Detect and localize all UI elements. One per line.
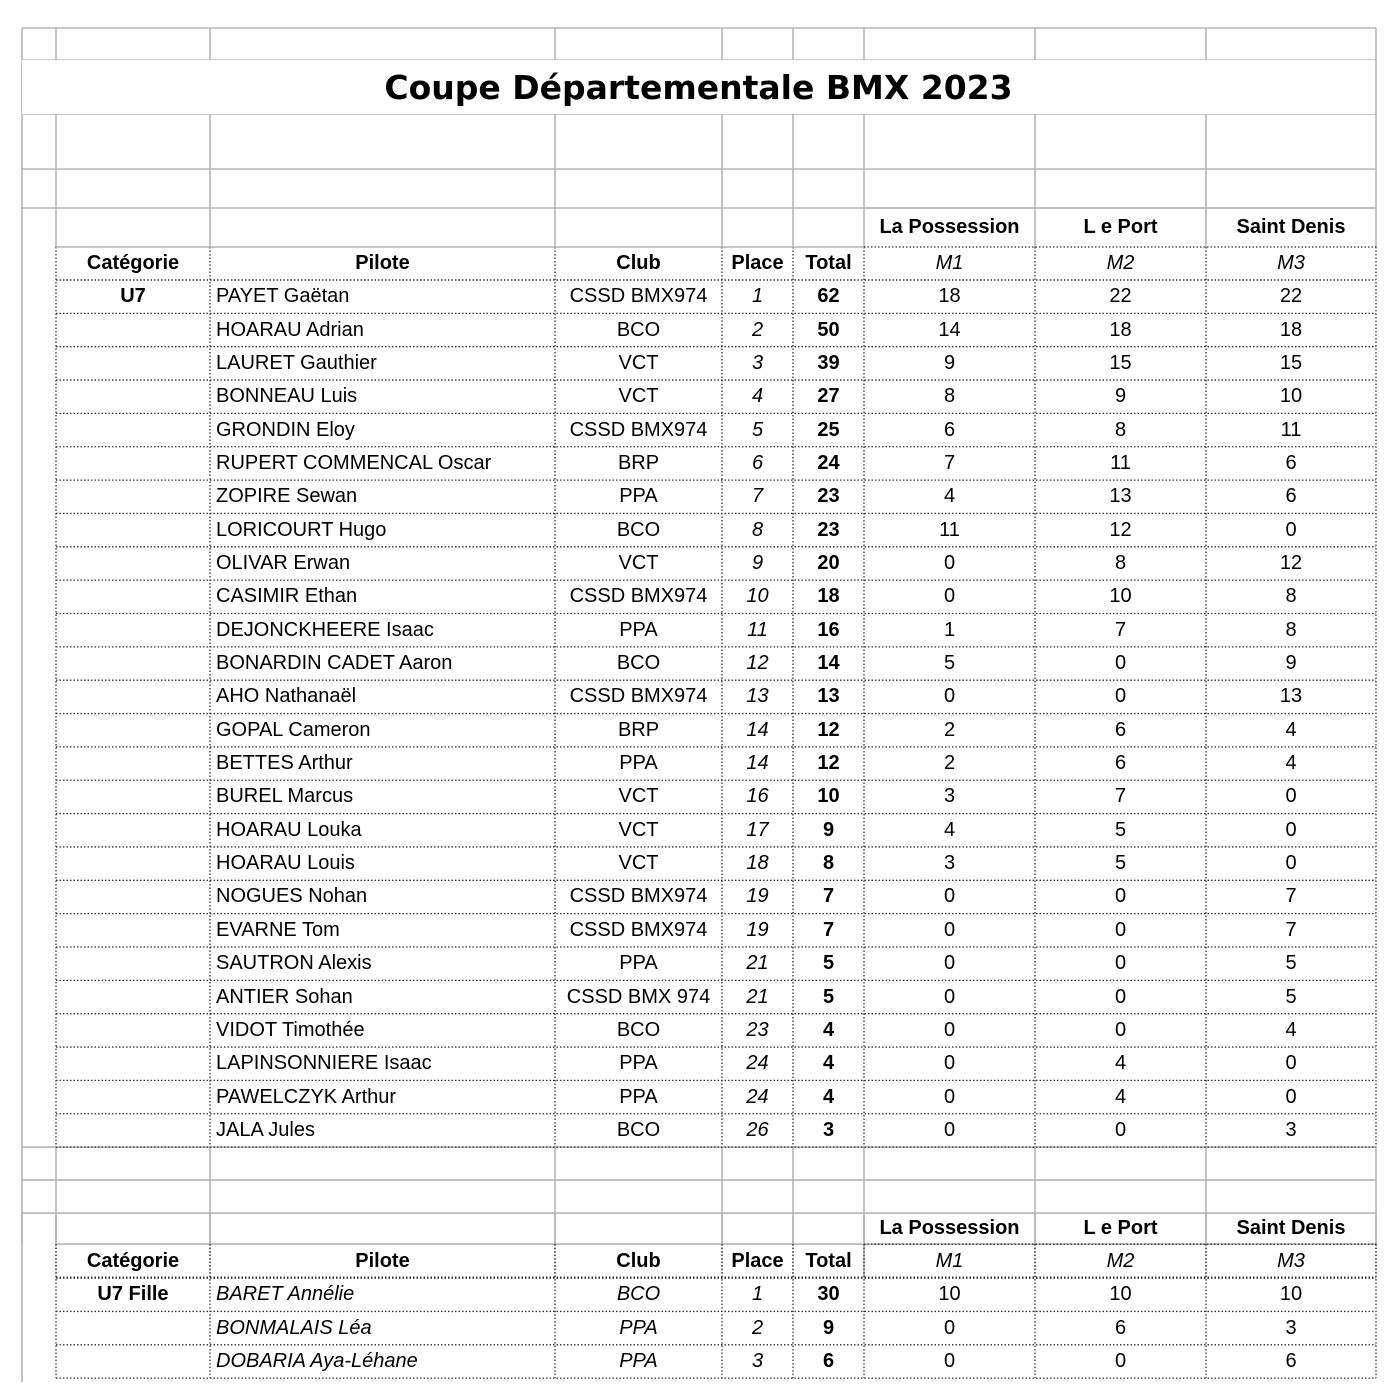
place-value: 23 — [746, 1018, 769, 1041]
pilot-name: LAPINSONNIERE Isaac — [216, 1052, 432, 1075]
score-m3: 18 — [1279, 318, 1303, 341]
score-m2: 5 — [1114, 818, 1127, 841]
score-m1: 0 — [943, 1118, 956, 1141]
club-name: BCO — [616, 1283, 661, 1306]
score-m3: 4 — [1285, 752, 1297, 775]
pilot-name: BETTES Arthur — [216, 752, 353, 775]
score-m3: 6 — [1285, 451, 1297, 474]
score-m2: 0 — [1114, 918, 1127, 941]
club-name: VCT — [618, 385, 659, 408]
place-value: 10 — [746, 585, 769, 608]
score-m2: 0 — [1114, 985, 1127, 1008]
score-m3: 7 — [1285, 918, 1297, 941]
pilot-name: ZOPIRE Sewan — [216, 485, 358, 508]
score-m3: 4 — [1285, 718, 1297, 741]
column-header-manche: M2 — [1106, 252, 1135, 274]
score-m1: 7 — [943, 451, 956, 474]
score-m2: 12 — [1109, 518, 1132, 541]
score-m2: 6 — [1114, 1316, 1127, 1339]
club-name: VCT — [618, 785, 659, 808]
total-value: 24 — [817, 451, 840, 474]
club-name: PPA — [619, 952, 658, 975]
column-header-categorie: Catégorie — [86, 252, 180, 274]
club-name: BRP — [617, 718, 660, 741]
total-value: 39 — [817, 351, 840, 374]
score-m3: 5 — [1285, 952, 1297, 975]
venue-header: L e Port — [1083, 1217, 1158, 1240]
place-value: 7 — [751, 485, 764, 508]
place-value: 12 — [746, 652, 769, 675]
club-name: CSSD BMX974 — [569, 585, 708, 608]
place-value: 14 — [746, 752, 769, 775]
club-name: BRP — [617, 451, 660, 474]
pilot-name: BONARDIN CADET Aaron — [216, 652, 453, 675]
score-m2: 7 — [1114, 785, 1127, 808]
score-m2: 4 — [1114, 1052, 1127, 1075]
club-name: CSSD BMX974 — [569, 885, 708, 908]
place-value: 21 — [746, 985, 769, 1008]
score-m3: 9 — [1285, 652, 1297, 675]
place-value: 19 — [746, 885, 769, 908]
total-value: 9 — [822, 1316, 835, 1339]
total-value: 62 — [817, 285, 840, 308]
pilot-name: HOARAU Louis — [216, 852, 355, 875]
pilot-name: VIDOT Timothée — [216, 1018, 365, 1041]
total-value: 7 — [822, 918, 835, 941]
place-value: 9 — [751, 551, 764, 574]
pilot-name: JALA Jules — [216, 1118, 315, 1141]
pilot-name: LAURET Gauthier — [216, 351, 377, 374]
club-name: CSSD BMX974 — [569, 285, 708, 308]
pilot-name: BUREL Marcus — [216, 785, 354, 808]
score-m3: 3 — [1285, 1118, 1297, 1141]
column-header-total: Total — [805, 252, 852, 274]
venue-header: La Possession — [879, 216, 1020, 238]
total-value: 4 — [822, 1018, 835, 1041]
score-m2: 11 — [1110, 451, 1131, 474]
place-value: 3 — [751, 351, 764, 374]
total-value: 4 — [822, 1052, 835, 1075]
total-value: 5 — [822, 985, 835, 1008]
pilot-name: GRONDIN Eloy — [216, 418, 355, 441]
score-m3: 4 — [1285, 1018, 1297, 1041]
score-m1: 1 — [943, 618, 956, 641]
score-m3: 13 — [1279, 685, 1303, 708]
total-value: 9 — [822, 818, 835, 841]
score-m3: 3 — [1285, 1316, 1297, 1339]
place-value: 24 — [746, 1052, 769, 1075]
club-name: PPA — [619, 618, 658, 641]
pilot-name: HOARAU Louka — [216, 818, 362, 841]
place-value: 19 — [746, 918, 769, 941]
total-value: 7 — [822, 885, 835, 908]
score-m3: 8 — [1285, 618, 1297, 641]
pilot-name: PAYET Gaëtan — [216, 285, 350, 308]
pilot-name: EVARNE Tom — [216, 918, 340, 941]
score-m3: 5 — [1285, 985, 1297, 1008]
club-name: VCT — [618, 852, 659, 875]
score-m2: 0 — [1114, 1118, 1127, 1141]
column-header-place: Place — [731, 252, 784, 274]
club-name: PPA — [619, 1085, 658, 1108]
place-value: 6 — [751, 451, 764, 474]
club-name: BCO — [616, 318, 661, 341]
club-name: CSSD BMX974 — [569, 685, 708, 708]
place-value: 24 — [746, 1085, 769, 1108]
score-m3: 0 — [1285, 785, 1297, 808]
score-m3: 10 — [1279, 1283, 1303, 1306]
total-value: 50 — [817, 318, 840, 341]
score-m1: 0 — [943, 918, 956, 941]
place-value: 1 — [751, 285, 764, 308]
score-m2: 18 — [1109, 318, 1132, 341]
score-m2: 10 — [1109, 1283, 1132, 1306]
column-header-pilote: Pilote — [355, 252, 410, 274]
total-value: 10 — [817, 785, 840, 808]
score-m2: 6 — [1114, 752, 1127, 775]
score-m2: 13 — [1109, 485, 1132, 508]
column-header-manche: M3 — [1277, 1249, 1305, 1272]
score-m2: 0 — [1114, 952, 1127, 975]
pilot-name: ANTIER Sohan — [216, 985, 353, 1008]
total-value: 23 — [817, 485, 840, 508]
score-m2: 15 — [1109, 351, 1132, 374]
pilot-name: HOARAU Adrian — [216, 318, 364, 341]
pilot-name: BONNEAU Luis — [216, 385, 358, 408]
score-m1: 0 — [943, 1349, 956, 1372]
score-m1: 2 — [943, 718, 956, 741]
place-value: 5 — [751, 418, 764, 441]
venue-header: Saint Denis — [1236, 1217, 1346, 1240]
score-m2: 8 — [1114, 418, 1127, 441]
score-m2: 10 — [1109, 585, 1132, 608]
score-m1: 6 — [943, 418, 956, 441]
score-m1: 2 — [943, 752, 956, 775]
score-m1: 18 — [938, 285, 961, 308]
page-title: Coupe Départementale BMX 2023 — [22, 60, 1375, 114]
score-m2: 8 — [1114, 551, 1127, 574]
total-value: 30 — [817, 1283, 840, 1306]
total-value: 13 — [817, 685, 840, 708]
score-m1: 0 — [943, 1052, 956, 1075]
column-header-club: Club — [616, 1249, 661, 1272]
score-m1: 3 — [943, 852, 956, 875]
club-name: BCO — [616, 1118, 661, 1141]
total-value: 5 — [822, 952, 835, 975]
total-value: 25 — [817, 418, 840, 441]
score-m1: 0 — [943, 551, 956, 574]
score-m1: 4 — [943, 485, 956, 508]
score-m3: 12 — [1279, 551, 1303, 574]
place-value: 13 — [746, 685, 769, 708]
score-m3: 11 — [1280, 418, 1302, 441]
place-value: 17 — [746, 818, 769, 841]
column-header-manche: M2 — [1106, 1249, 1135, 1272]
column-header-total: Total — [805, 1249, 852, 1272]
column-header-place: Place — [731, 1249, 784, 1272]
score-m1: 0 — [943, 885, 956, 908]
score-m2: 22 — [1109, 285, 1132, 308]
category-label: U7 — [120, 285, 146, 308]
category-label: U7 Fille — [97, 1283, 169, 1306]
score-m1: 0 — [943, 685, 956, 708]
column-header-club: Club — [616, 252, 661, 274]
total-value: 8 — [822, 852, 835, 875]
total-value: 14 — [817, 652, 840, 675]
pilot-name: LORICOURT Hugo — [216, 518, 387, 541]
score-m3: 8 — [1285, 585, 1297, 608]
pilot-name: PAWELCZYK Arthur — [216, 1085, 397, 1108]
score-m3: 0 — [1285, 852, 1297, 875]
column-header-manche: M3 — [1277, 252, 1305, 274]
score-m1: 9 — [943, 351, 956, 374]
score-m3: 0 — [1285, 1052, 1297, 1075]
score-m2: 0 — [1114, 1349, 1127, 1372]
club-name: PPA — [619, 1349, 658, 1372]
score-m3: 22 — [1279, 285, 1303, 308]
column-header-categorie: Catégorie — [86, 1249, 180, 1272]
pilot-name: OLIVAR Erwan — [216, 551, 351, 574]
venue-header: L e Port — [1083, 216, 1158, 238]
pilot-name: NOGUES Nohan — [216, 885, 368, 908]
venue-header: La Possession — [879, 1217, 1020, 1240]
score-m3: 6 — [1285, 485, 1297, 508]
place-value: 16 — [746, 785, 769, 808]
score-m1: 0 — [943, 952, 956, 975]
score-m1: 5 — [943, 652, 956, 675]
pilot-name: SAUTRON Alexis — [216, 952, 372, 975]
place-value: 18 — [746, 852, 769, 875]
club-name: PPA — [619, 1052, 658, 1075]
pilot-name: DEJONCKHEERE Isaac — [216, 618, 434, 641]
column-header-pilote: Pilote — [355, 1249, 410, 1272]
place-value: 4 — [751, 385, 764, 408]
pilot-name: CASIMIR Ethan — [216, 585, 358, 608]
total-value: 16 — [817, 618, 840, 641]
place-value: 11 — [747, 618, 768, 641]
club-name: PPA — [619, 1316, 658, 1339]
pilot-name: DOBARIA Aya-Léhane — [216, 1349, 418, 1372]
total-value: 3 — [822, 1118, 835, 1141]
score-m2: 4 — [1114, 1085, 1127, 1108]
club-name: PPA — [619, 485, 658, 508]
score-m1: 14 — [938, 318, 961, 341]
club-name: VCT — [618, 351, 659, 374]
score-m1: 10 — [938, 1283, 961, 1306]
total-value: 18 — [817, 585, 840, 608]
pilot-name: BONMALAIS Léa — [216, 1316, 372, 1339]
score-m2: 5 — [1114, 852, 1127, 875]
score-m2: 6 — [1114, 718, 1127, 741]
club-name: VCT — [618, 551, 659, 574]
total-value: 20 — [817, 551, 840, 574]
club-name: CSSD BMX974 — [569, 418, 708, 441]
place-value: 1 — [751, 1283, 764, 1306]
score-m3: 0 — [1285, 818, 1297, 841]
column-header-manche: M1 — [935, 1249, 964, 1272]
club-name: CSSD BMX 974 — [566, 985, 711, 1008]
score-m1: 8 — [943, 385, 956, 408]
club-name: BCO — [616, 1018, 661, 1041]
score-m2: 0 — [1114, 885, 1127, 908]
score-m1: 3 — [943, 785, 956, 808]
place-value: 8 — [751, 518, 764, 541]
pilot-name: BARET Annélie — [216, 1283, 355, 1306]
club-name: BCO — [616, 652, 661, 675]
score-m3: 7 — [1285, 885, 1297, 908]
place-value: 2 — [751, 1316, 764, 1339]
score-m2: 9 — [1114, 385, 1127, 408]
pilot-name: AHO Nathanaël — [216, 685, 357, 708]
score-m1: 4 — [943, 818, 956, 841]
place-value: 2 — [751, 318, 764, 341]
club-name: BCO — [616, 518, 661, 541]
score-m2: 0 — [1114, 685, 1127, 708]
total-value: 12 — [817, 718, 840, 741]
place-value: 26 — [746, 1118, 769, 1141]
score-m1: 11 — [939, 518, 960, 541]
pilot-name: RUPERT COMMENCAL Oscar — [216, 451, 492, 474]
place-value: 3 — [751, 1349, 764, 1372]
total-value: 4 — [822, 1085, 835, 1108]
total-value: 12 — [817, 752, 840, 775]
score-m3: 6 — [1285, 1349, 1297, 1372]
score-m3: 15 — [1279, 351, 1303, 374]
total-value: 6 — [822, 1349, 835, 1372]
pilot-name: GOPAL Cameron — [216, 718, 371, 741]
score-m3: 0 — [1285, 518, 1297, 541]
score-m2: 0 — [1114, 1018, 1127, 1041]
club-name: CSSD BMX974 — [569, 918, 708, 941]
score-m1: 0 — [943, 1316, 956, 1339]
venue-header: Saint Denis — [1236, 216, 1346, 238]
place-value: 21 — [746, 952, 769, 975]
place-value: 14 — [746, 718, 769, 741]
score-m2: 7 — [1114, 618, 1127, 641]
score-m1: 0 — [943, 585, 956, 608]
score-m2: 0 — [1114, 652, 1127, 675]
score-m1: 0 — [943, 1085, 956, 1108]
score-m1: 0 — [943, 985, 956, 1008]
total-value: 23 — [817, 518, 840, 541]
score-m1: 0 — [943, 1018, 956, 1041]
score-m3: 0 — [1285, 1085, 1297, 1108]
total-value: 27 — [817, 385, 840, 408]
club-name: PPA — [619, 752, 658, 775]
club-name: VCT — [618, 818, 659, 841]
column-header-manche: M1 — [935, 252, 964, 274]
score-m3: 10 — [1279, 385, 1303, 408]
